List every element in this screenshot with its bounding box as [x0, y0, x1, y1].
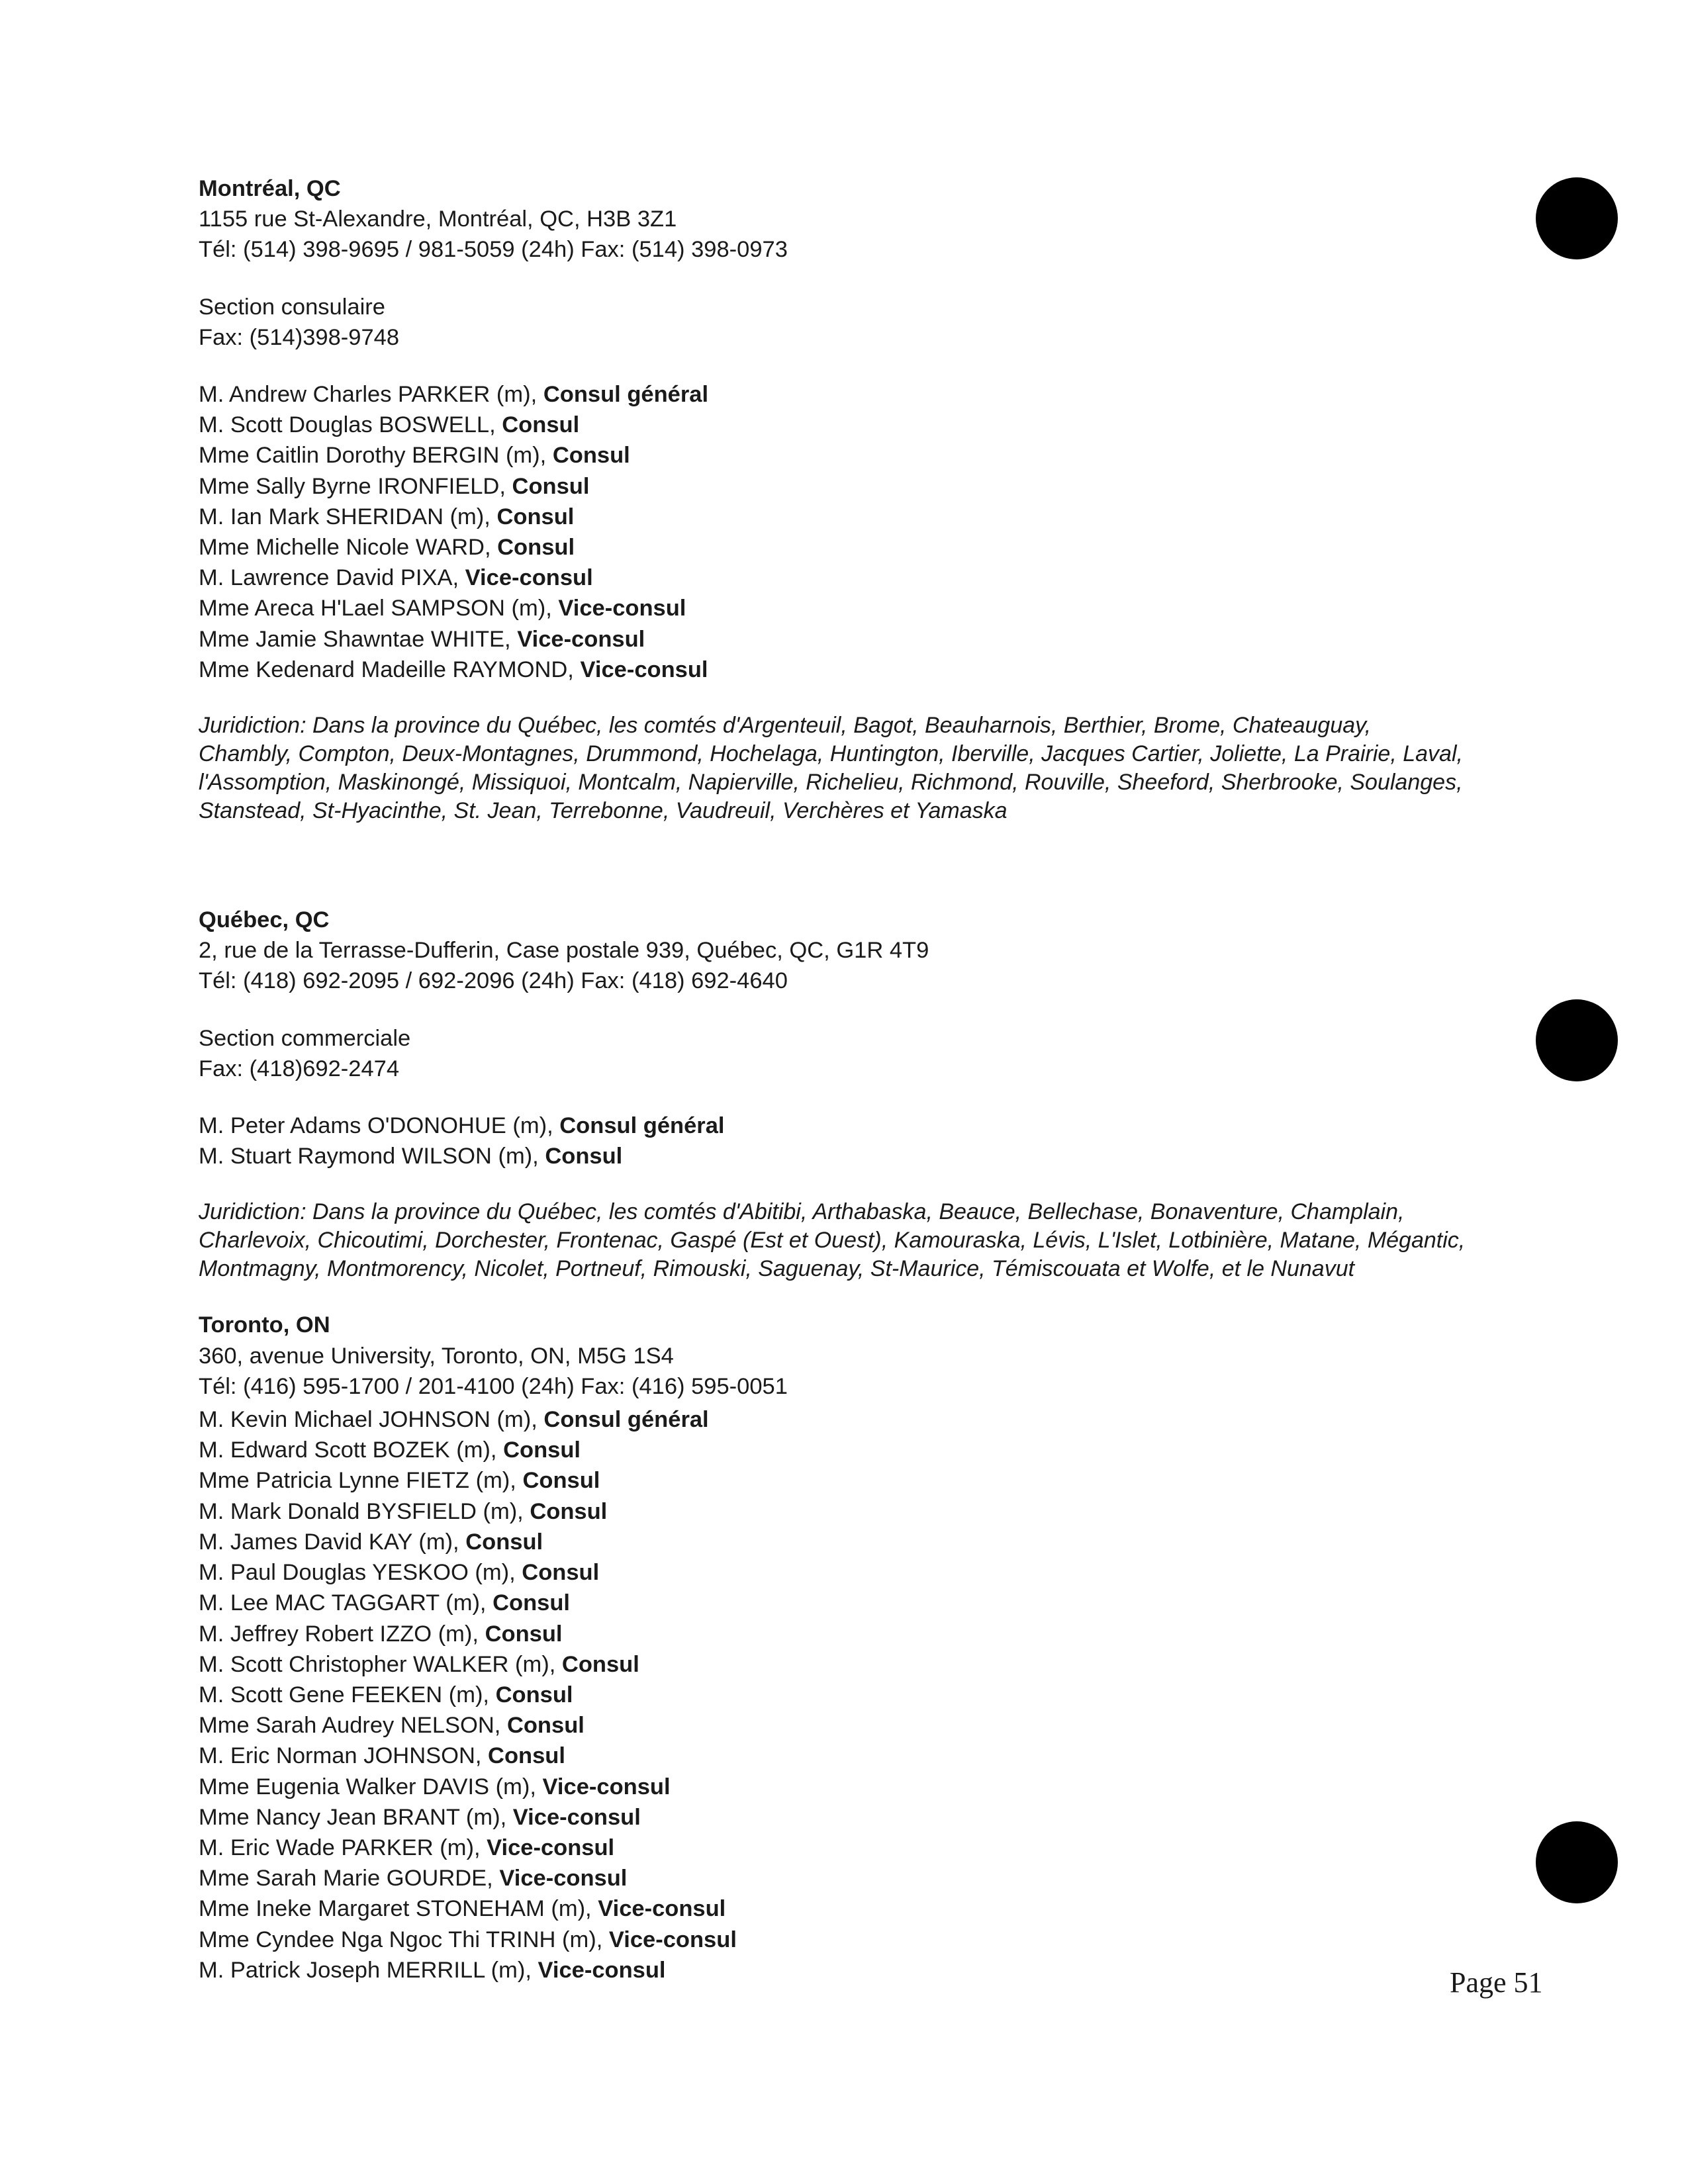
staff-member: [199, 410, 1509, 440]
staff-member: [199, 655, 1509, 685]
staff-member: [199, 624, 1509, 655]
staff-member: [199, 440, 1509, 471]
staff-member: [199, 1741, 1509, 1771]
address: 1155 rue St-Alexandre, Montréal, QC, H3B 3Z1: [199, 206, 677, 232]
staff-title: Vice-consul: [538, 1957, 666, 1983]
staff-name: Mme Kedenard Madeille RAYMOND,: [199, 657, 581, 682]
staff-member: [199, 1649, 1509, 1680]
staff-name: M. Lawrence David PIXA,: [199, 565, 465, 591]
staff-name: Mme Eugenia Walker DAVIS (m),: [199, 1774, 543, 1799]
staff-name: M. Edward Scott BOZEK (m),: [199, 1437, 504, 1463]
page-content: [199, 173, 1509, 1985]
staff-member: [199, 563, 1509, 593]
staff-name: Mme Caitlin Dorothy BERGIN (m),: [199, 443, 553, 469]
subsection-fax: Fax: (418)692-2474: [199, 1056, 400, 1081]
staff-title: Consul: [522, 1560, 600, 1586]
staff-list: [199, 379, 1509, 685]
staff-name: M. James David KAY (m),: [199, 1529, 466, 1555]
staff-list: [199, 1404, 1509, 1985]
staff-title: Vice-consul: [487, 1835, 615, 1860]
staff-name: M. Patrick Joseph MERRILL (m),: [199, 1957, 538, 1983]
staff-list: [199, 1111, 1509, 1171]
staff-member: [199, 1710, 1509, 1741]
address: 360, avenue University, Toronto, ON, M5G 1S4: [199, 1343, 674, 1369]
section-title: Toronto, ON: [199, 1312, 330, 1338]
staff-member: [199, 1557, 1509, 1588]
staff-title: Vice-consul: [580, 657, 708, 682]
staff-title: Vice-consul: [598, 1896, 726, 1922]
staff-member: [199, 502, 1509, 532]
binder-hole-top: [1536, 177, 1618, 259]
staff-member: [199, 1465, 1509, 1496]
binder-hole-bottom: [1536, 1821, 1618, 1903]
staff-title: Vice-consul: [465, 565, 593, 591]
staff-member: [199, 1619, 1509, 1649]
staff-member: [199, 1404, 1509, 1435]
staff-name: M. Mark Donald BYSFIELD (m),: [199, 1498, 530, 1524]
staff-member: [199, 1435, 1509, 1465]
phone-fax: Tél: (416) 595-1700 / 201-4100 (24h) Fax: (416) 595-0051: [199, 1373, 788, 1399]
staff-title: Consul: [545, 1144, 623, 1169]
staff-title: Consul: [503, 1437, 581, 1463]
staff-title: Vice-consul: [512, 1804, 641, 1830]
staff-member: [199, 471, 1509, 502]
staff-member: [199, 1955, 1509, 1985]
section-title: Montréal, QC: [199, 176, 341, 201]
staff-name: M. Ian Mark SHERIDAN (m),: [199, 504, 497, 529]
staff-title: Consul: [465, 1529, 543, 1555]
staff-name: M. Lee MAC TAGGART (m),: [199, 1590, 493, 1616]
staff-name: M. Scott Douglas BOSWELL,: [199, 412, 502, 438]
staff-title: Consul: [522, 1468, 600, 1494]
staff-name: M. Eric Norman JOHNSON,: [199, 1743, 489, 1769]
staff-member: [199, 593, 1509, 623]
staff-title: Vice-consul: [558, 596, 686, 621]
staff-name: Mme Jamie Shawntae WHITE,: [199, 626, 518, 652]
staff-title: Vice-consul: [542, 1774, 671, 1799]
staff-name: M. Andrew Charles PARKER (m),: [199, 382, 543, 408]
address: 2, rue de la Terrasse-Dufferin, Case postale 939, Québec, QC, G1R 4T9: [199, 938, 929, 964]
consulate-quebec: [199, 905, 1509, 1283]
staff-member: [199, 1925, 1509, 1955]
page-number: Page 51: [1450, 1966, 1543, 1999]
staff-title: Consul: [488, 1743, 565, 1769]
staff-title: Consul général: [543, 1407, 709, 1433]
staff-name: Mme Ineke Margaret STONEHAM (m),: [199, 1896, 598, 1922]
staff-title: Consul: [485, 1621, 563, 1647]
jurisdiction-text: Juridiction: Dans la province du Québec, les comtés d'Argenteuil, Bagot, Beauharnois, Berthier, Brome, Chateauguay, Chambly, Compton, Deux-Montagnes, Drummond, Hochelaga, Huntington, Iberville, Jacques Cartier, Joliette, La Prairie, Laval, l'Assomption, Maskinongé, Missiquoi, Montcalm, Napierville, Richelieu, Richmond, Rouville, Sheeford, Sherbrooke, Soulanges, Stanstead, St-Hyacinthe, St. Jean, Terrebonne, Vaudreuil, Verchères et Yamaska: [199, 713, 1463, 824]
phone-fax: Tél: (514) 398-9695 / 981-5059 (24h) Fax: (514) 398-0973: [199, 237, 788, 263]
staff-member: [199, 1141, 1509, 1171]
staff-member: [199, 1893, 1509, 1924]
staff-member: [199, 1496, 1509, 1527]
staff-title: Vice-consul: [517, 626, 645, 652]
staff-title: Consul: [497, 535, 575, 561]
staff-name: M. Peter Adams O'DONOHUE (m),: [199, 1113, 560, 1139]
staff-title: Consul général: [559, 1113, 725, 1139]
staff-title: Consul: [496, 504, 575, 529]
staff-name: Mme Cyndee Nga Ngoc Thi TRINH (m),: [199, 1927, 609, 1952]
staff-name: M. Scott Christopher WALKER (m),: [199, 1651, 562, 1677]
staff-member: [199, 1833, 1509, 1863]
staff-name: Mme Michelle Nicole WARD,: [199, 535, 498, 561]
staff-name: M. Scott Gene FEEKEN (m),: [199, 1682, 496, 1707]
phone-fax: Tél: (418) 692-2095 / 692-2096 (24h) Fax: (418) 692-4640: [199, 968, 788, 994]
consulate-montreal: [199, 173, 1509, 825]
staff-name: Mme Sarah Marie GOURDE,: [199, 1866, 500, 1891]
staff-member: [199, 1772, 1509, 1802]
staff-member: [199, 1111, 1509, 1141]
staff-member: [199, 1863, 1509, 1893]
staff-title: Consul: [495, 1682, 573, 1707]
staff-title: Consul: [552, 443, 630, 469]
subsection-fax: Fax: (514)398-9748: [199, 324, 400, 350]
section-title: Québec, QC: [199, 907, 330, 933]
staff-name: Mme Areca H'Lael SAMPSON (m),: [199, 596, 559, 621]
staff-name: Mme Sally Byrne IRONFIELD,: [199, 473, 512, 499]
staff-title: Consul: [512, 473, 590, 499]
jurisdiction-text: Juridiction: Dans la province du Québec, les comtés d'Abitibi, Arthabaska, Beauce, Bellechase, Bonaventure, Champlain, Charlevoix, Chicoutimi, Dorchester, Frontenac, Gaspé (Est et Ouest), Kamouraska, Lévis, L'Islet, Lotbinière, Matane, Mégantic, Montmagny, Montmorency, Nicolet, Portneuf, Rimouski, Saguenay, St-Maurice, Témiscouata et Wolfe, et le Nunavut: [199, 1199, 1466, 1282]
staff-title: Consul: [502, 412, 580, 438]
staff-member: [199, 1588, 1509, 1618]
staff-title: Consul: [530, 1498, 608, 1524]
staff-title: Vice-consul: [499, 1866, 628, 1891]
staff-name: M. Eric Wade PARKER (m),: [199, 1835, 487, 1860]
staff-name: Mme Patricia Lynne FIETZ (m),: [199, 1468, 523, 1494]
subsection-name: Section consulaire: [199, 294, 385, 320]
staff-member: [199, 379, 1509, 410]
staff-member: [199, 1527, 1509, 1557]
staff-name: Mme Sarah Audrey NELSON,: [199, 1713, 507, 1739]
staff-title: Consul: [492, 1590, 571, 1616]
staff-title: Vice-consul: [608, 1927, 737, 1952]
staff-title: Consul général: [543, 382, 709, 408]
staff-name: M. Jeffrey Robert IZZO (m),: [199, 1621, 485, 1647]
staff-member: [199, 532, 1509, 563]
staff-name: M. Kevin Michael JOHNSON (m),: [199, 1407, 544, 1433]
staff-title: Consul: [561, 1651, 639, 1677]
staff-member: [199, 1802, 1509, 1833]
consulate-toronto: [199, 1310, 1509, 1985]
staff-member: [199, 1680, 1509, 1710]
binder-hole-middle: [1536, 999, 1618, 1081]
staff-title: Consul: [506, 1713, 585, 1739]
subsection-name: Section commerciale: [199, 1025, 411, 1051]
staff-name: M. Paul Douglas YESKOO (m),: [199, 1560, 522, 1586]
staff-name: Mme Nancy Jean BRANT (m),: [199, 1804, 513, 1830]
staff-name: M. Stuart Raymond WILSON (m),: [199, 1144, 545, 1169]
